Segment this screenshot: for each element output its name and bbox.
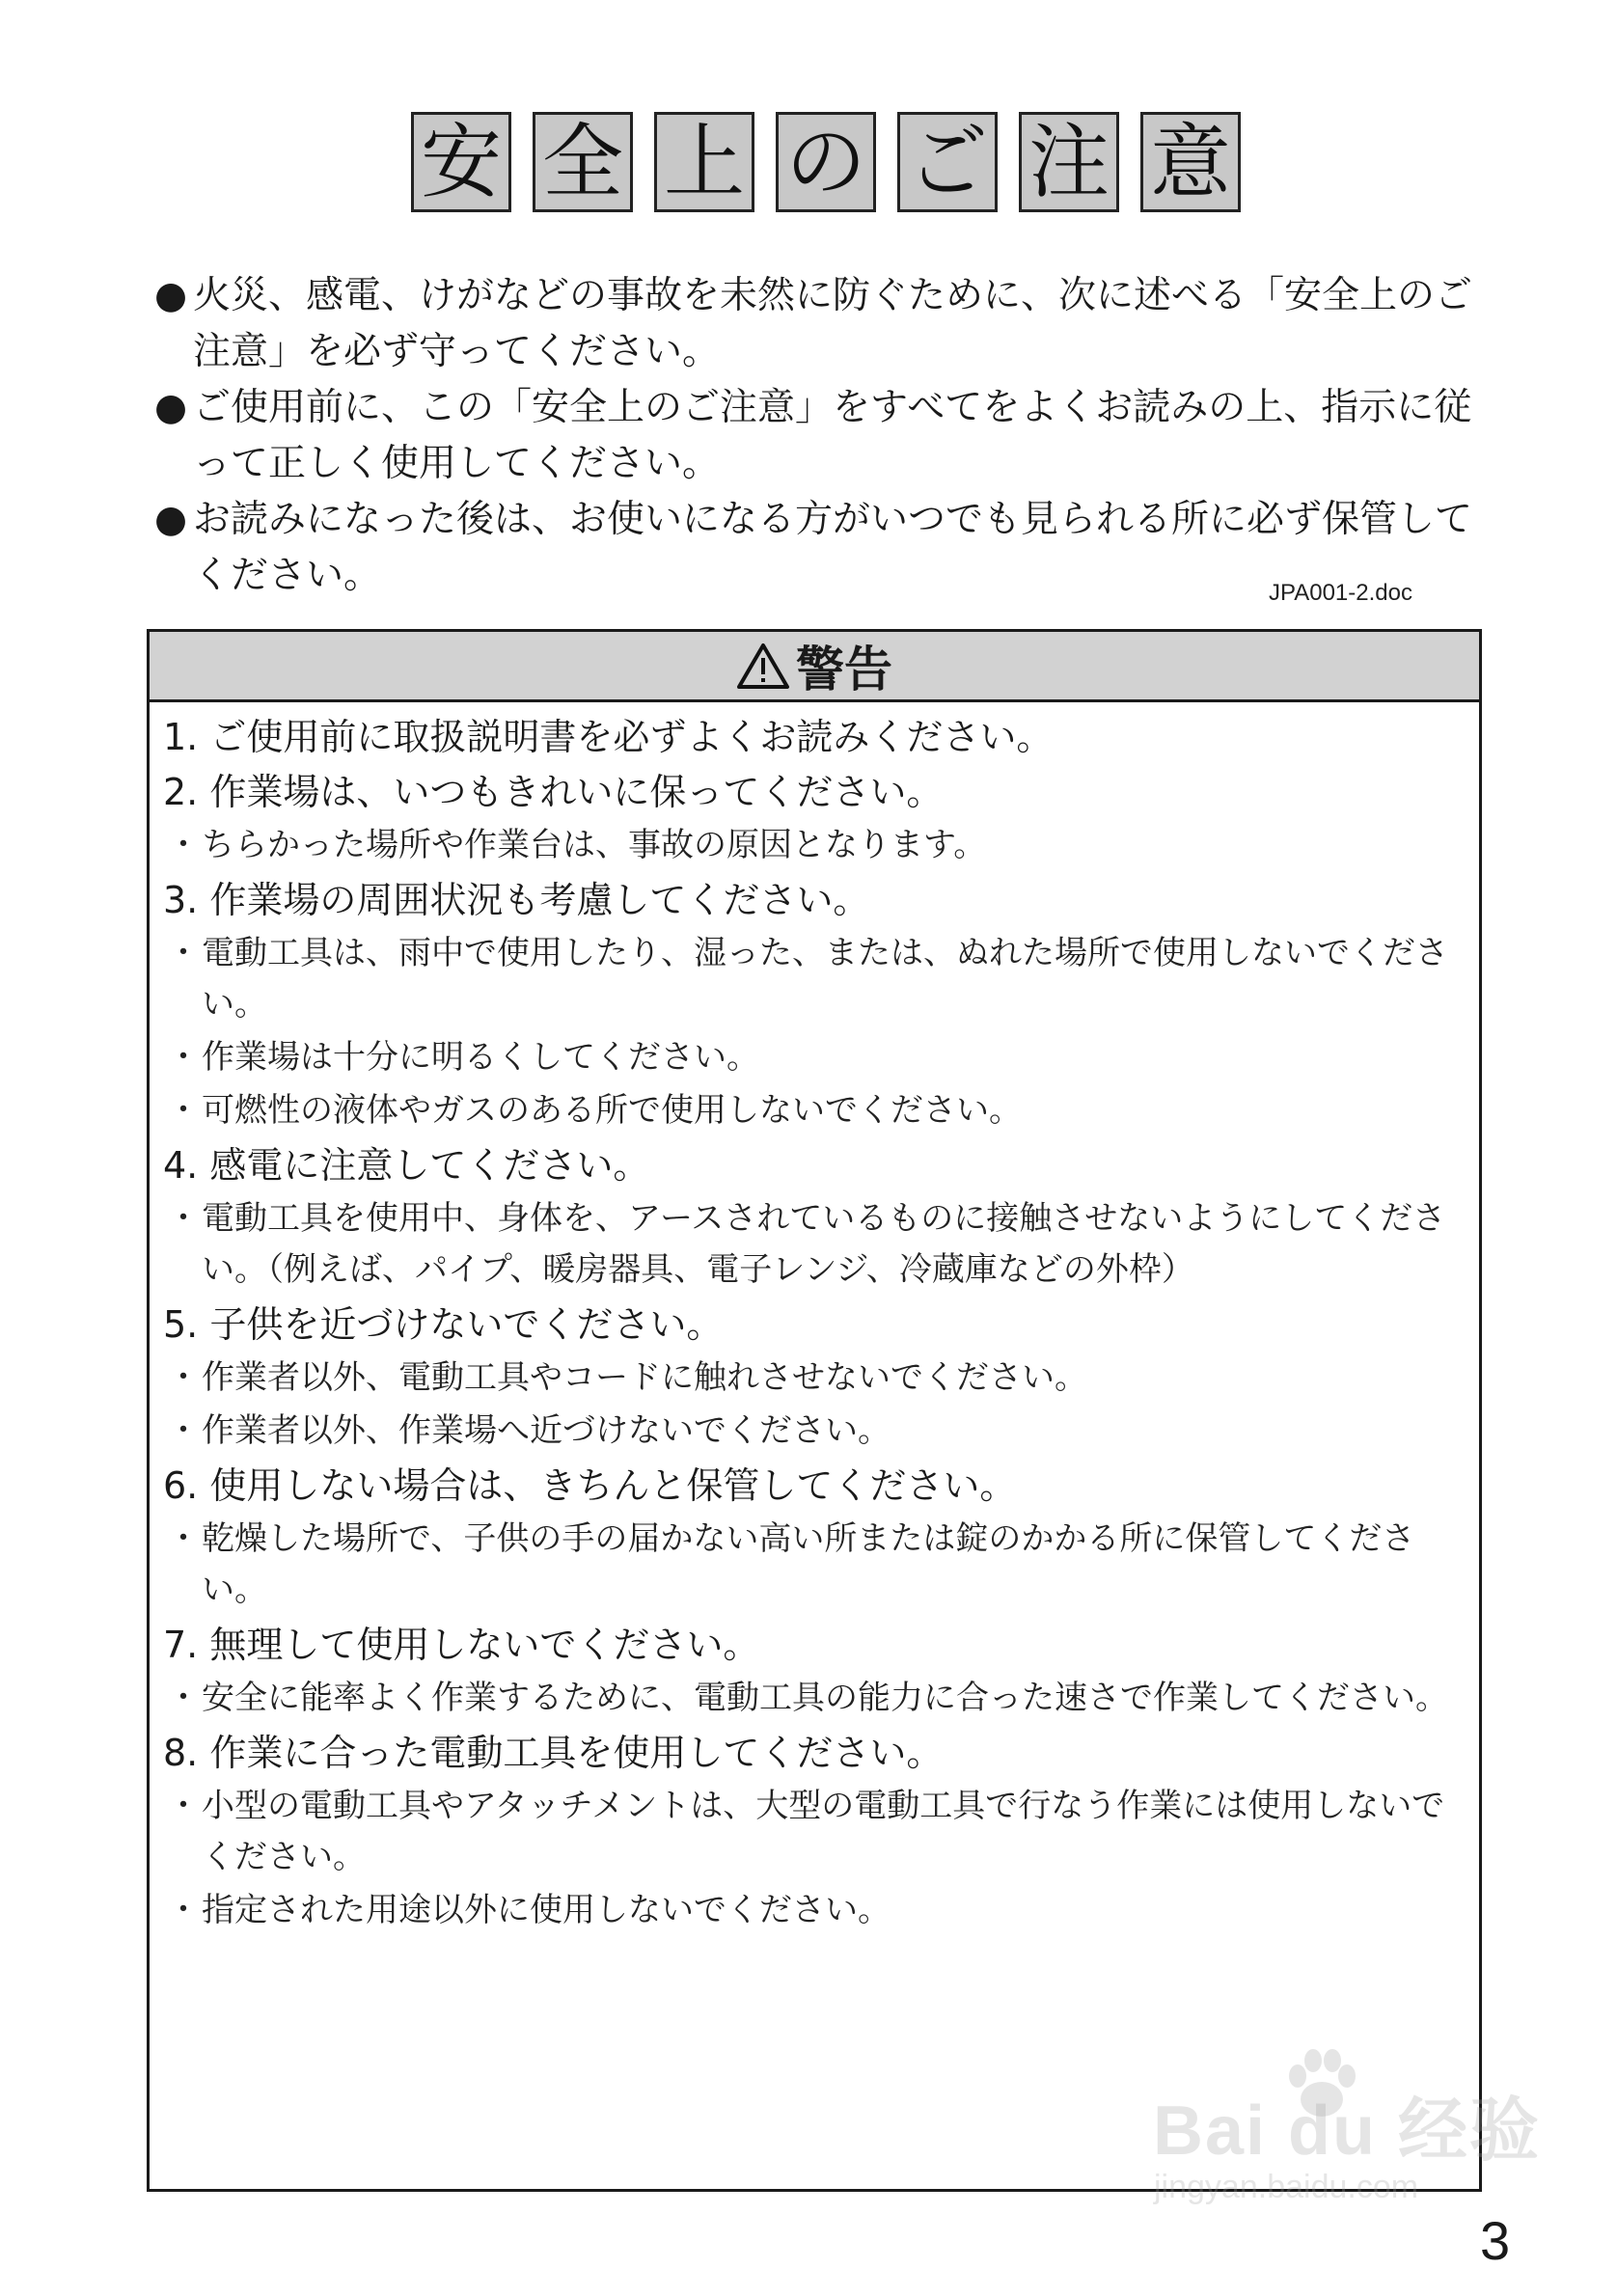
intro-item: [154, 268, 1486, 380]
warning-item-detail: [163, 1406, 1466, 1457]
title-char: 意: [1140, 112, 1241, 212]
sub-bullet: ・: [167, 1679, 200, 1717]
title-char: 注: [1019, 112, 1119, 212]
sub-bullet: ・: [167, 1199, 200, 1238]
document-reference: JPA001-2.doc: [1269, 580, 1412, 606]
watermark-url: jingyan.baidu.com: [1154, 2169, 1419, 2205]
page-title: [411, 112, 1241, 212]
detail-text: 乾燥した場所で、子供の手の届かない高い所または錠のかかる所に保管してください。: [202, 1519, 1415, 1609]
warning-item-heading: 6. 使用しない場合は、きちんと保管してください。: [163, 1464, 1017, 1507]
warning-item-heading: 2. 作業場は、いつもきれいに保ってください。: [163, 771, 944, 813]
warning-item-heading: 8. 作業に合った電動工具を使用してください。: [163, 1732, 944, 1774]
intro-text: ご使用前に、この「安全上のご注意」をすべてをよくお読みの上、指示に従って正しく使用してください。: [193, 386, 1472, 485]
title-char: ご: [897, 112, 998, 212]
bullet-dot: ●: [154, 386, 188, 429]
sub-bullet: ・: [167, 1891, 200, 1929]
bullet-dot: ●: [154, 274, 188, 317]
detail-text: ちらかった場所や作業台は、事故の原因となります。: [202, 826, 987, 864]
bullet-dot: ●: [154, 498, 188, 541]
sub-bullet: ・: [167, 1519, 200, 1558]
sub-bullet: ・: [167, 1358, 200, 1397]
warning-item-detail: [163, 1353, 1466, 1404]
sub-bullet: ・: [167, 1091, 200, 1130]
title-char: 全: [533, 112, 633, 212]
sub-bullet: ・: [167, 826, 200, 864]
warning-item-detail: [163, 1193, 1466, 1296]
warning-header: [150, 632, 1479, 702]
detail-text: 作業者以外、作業場へ近づけないでください。: [202, 1411, 891, 1450]
title-char: 安: [411, 112, 511, 212]
warning-item-detail: [163, 1885, 1466, 1936]
watermark-logo: Bai du 经验: [1153, 2092, 1542, 2170]
warning-item-detail: [163, 820, 1466, 871]
sub-bullet: ・: [167, 934, 200, 972]
warning-item-heading: 5. 子供を近づけないでください。: [163, 1303, 724, 1346]
warning-item-detail: [163, 1085, 1466, 1136]
title-char: 上: [654, 112, 754, 212]
intro-text: 火災、感電、けがなどの事故を未然に防ぐために、次に述べる「安全上のご注意」を必ず守ってください。: [193, 274, 1473, 373]
sub-bullet: ・: [167, 1038, 200, 1077]
detail-text: 指定された用途以外に使用しないでください。: [202, 1891, 891, 1929]
detail-text: 可燃性の液体やガスのある所で使用しないでください。: [202, 1091, 1022, 1130]
warning-item-heading: 3. 作業場の周囲状況も考慮してください。: [163, 879, 870, 921]
warning-item-detail: [163, 1032, 1466, 1083]
detail-text: 小型の電動工具やアタッチメントは、大型の電動工具で行なう作業には使用しないでください。: [202, 1787, 1445, 1876]
sub-bullet: ・: [167, 1787, 200, 1825]
detail-text: 作業者以外、電動工具やコードに触れさせないでください。: [202, 1358, 1087, 1397]
warning-item-detail: [163, 1673, 1466, 1724]
intro-list: [154, 268, 1486, 604]
sub-bullet: ・: [167, 1411, 200, 1450]
warning-item-heading: 4. 感電に注意してください。: [163, 1144, 650, 1187]
warning-box: [147, 629, 1482, 2192]
intro-text: お読みになった後は、お使いになる方がいつでも見られる所に必ず保管してください。: [193, 498, 1473, 597]
warning-item-detail: [163, 1781, 1466, 1883]
warning-item-detail: [163, 1514, 1466, 1616]
warning-item-heading: 1. ご使用前に取扱説明書を必ずよくお読みください。: [163, 716, 1054, 758]
warning-label: 警告: [796, 642, 892, 697]
detail-text: 安全に能率よく作業するために、電動工具の能力に合った速さで作業してください。: [202, 1679, 1448, 1717]
title-char: の: [776, 112, 876, 212]
page-number: 3: [1480, 2210, 1511, 2271]
detail-text: 電動工具を使用中、身体を、アースされているものに接触させないようにしてください。（例えば、パイプ、暖房器具、電子レンジ、冷蔵庫などの外枠）: [202, 1199, 1446, 1289]
detail-text: 作業場は十分に明るくしてください。: [202, 1038, 759, 1077]
detail-text: 電動工具は、雨中で使用したり、湿った、または、ぬれた場所で使用しないでください。: [202, 934, 1448, 1024]
intro-item: [154, 380, 1486, 492]
warning-triangle-icon: [736, 642, 790, 690]
warning-body: [150, 702, 1479, 1936]
warning-item-heading: 7. 無理して使用しないでください。: [163, 1624, 760, 1666]
warning-item-detail: [163, 928, 1466, 1030]
